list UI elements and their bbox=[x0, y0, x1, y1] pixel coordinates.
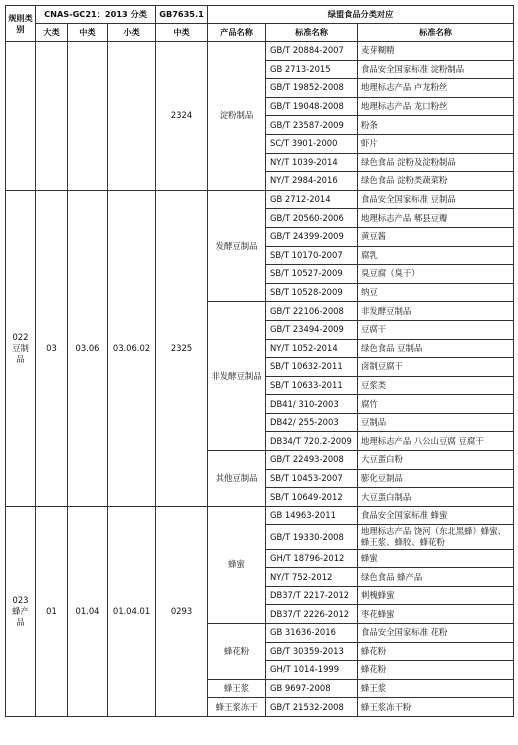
standard-name-cell: 蜂王浆 bbox=[358, 679, 514, 698]
table-row bbox=[6, 506, 514, 525]
header-rule-category: 规则类别 bbox=[6, 6, 36, 42]
standard-name-cell: 膨化豆制品 bbox=[358, 469, 514, 488]
standard-code-cell: GB/T 21532-2008 bbox=[266, 698, 358, 717]
standard-code-cell: GH/T 1014-1999 bbox=[266, 661, 358, 680]
standard-code-cell: NY/T 1039-2014 bbox=[266, 153, 358, 172]
small-class-cell: 01.04.01 bbox=[108, 506, 156, 716]
product-name-cell: 蜂蜜 bbox=[208, 506, 266, 623]
gb-code-cell: 0293 bbox=[156, 506, 208, 716]
standard-name-cell: 食品安全国家标准 淀粉制品 bbox=[358, 60, 514, 79]
standard-code-cell: NY/T 752-2012 bbox=[266, 568, 358, 587]
standard-name-cell: 非发酵豆制品 bbox=[358, 302, 514, 321]
standard-name-cell: 粉条 bbox=[358, 116, 514, 135]
small-class-cell bbox=[108, 42, 156, 191]
header-std-name: 标准名称 bbox=[358, 24, 514, 42]
standard-code-cell: GB 14963-2011 bbox=[266, 506, 358, 525]
gb-code-cell: 2325 bbox=[156, 190, 208, 506]
food-classification-table bbox=[5, 5, 514, 717]
header-gb: GB7635.1 bbox=[156, 6, 208, 24]
standard-name-cell: 卤制豆腐干 bbox=[358, 358, 514, 377]
standard-code-cell: DB37/T 2217-2012 bbox=[266, 586, 358, 605]
standard-name-cell: 地理标志产品 龙口粉丝 bbox=[358, 97, 514, 116]
standard-name-cell: 地理标志产品 卢龙粉丝 bbox=[358, 79, 514, 98]
standard-code-cell: GB/T 22106-2008 bbox=[266, 302, 358, 321]
standard-code-cell: GB/T 23587-2009 bbox=[266, 116, 358, 135]
standard-code-cell: GB/T 30359-2013 bbox=[266, 642, 358, 661]
header-gb-mid: 中类 bbox=[156, 24, 208, 42]
table-row bbox=[6, 190, 514, 209]
standard-code-cell: NY/T 2984-2016 bbox=[266, 172, 358, 191]
mid-class-cell: 01.04 bbox=[68, 506, 108, 716]
standard-name-cell: 豆浆类 bbox=[358, 376, 514, 395]
standard-code-cell: GB/T 23494-2009 bbox=[266, 320, 358, 339]
standard-code-cell: DB42/ 255-2003 bbox=[266, 413, 358, 432]
product-name-cell: 非发酵豆制品 bbox=[208, 302, 266, 451]
standard-name-cell: 枣花蜂蜜 bbox=[358, 605, 514, 624]
standard-name-cell: 绿色食品 淀粉类蔬菜粉 bbox=[358, 172, 514, 191]
product-name-cell: 其他豆制品 bbox=[208, 451, 266, 507]
standard-code-cell: SB/T 10528-2009 bbox=[266, 283, 358, 302]
table-row bbox=[6, 42, 514, 61]
standard-code-cell: SB/T 10170-2007 bbox=[266, 246, 358, 265]
standard-name-cell: 食品安全国家标准 花粉 bbox=[358, 623, 514, 642]
standard-code-cell: NY/T 1052-2014 bbox=[266, 339, 358, 358]
gb-code-cell: 2324 bbox=[156, 42, 208, 191]
product-name-cell: 淀粉制品 bbox=[208, 42, 266, 191]
standard-code-cell: GB/T 20884-2007 bbox=[266, 42, 358, 61]
standard-name-cell: 地理标志产品 饶河（东北黑蜂）蜂蜜、蜂王浆、蜂胶、蜂花粉 bbox=[358, 525, 514, 549]
mid-class-cell bbox=[68, 42, 108, 191]
mid-class-cell: 03.06 bbox=[68, 190, 108, 506]
standard-code-cell: SB/T 10632-2011 bbox=[266, 358, 358, 377]
standard-name-cell: 食品安全国家标准 豆制品 bbox=[358, 190, 514, 209]
header-standard: 标准名称 bbox=[266, 24, 358, 42]
standard-name-cell: 地理标志产品 郫县豆瓣 bbox=[358, 209, 514, 228]
standard-name-cell: 豆腐干 bbox=[358, 320, 514, 339]
standard-name-cell: 虾片 bbox=[358, 134, 514, 153]
standard-name-cell: 豆制品 bbox=[358, 413, 514, 432]
standard-code-cell: DB41/ 310-2003 bbox=[266, 395, 358, 414]
product-name-cell: 蜂王浆 bbox=[208, 679, 266, 698]
standard-name-cell: 绿色食品 豆制品 bbox=[358, 339, 514, 358]
standard-name-cell: 食品安全国家标准 蜂蜜 bbox=[358, 506, 514, 525]
header-green: 绿盟食品分类对应 bbox=[208, 6, 514, 24]
standard-name-cell: 臭豆腐（臭干） bbox=[358, 265, 514, 284]
product-name-cell: 蜂花粉 bbox=[208, 623, 266, 679]
standard-code-cell: GH/T 18796-2012 bbox=[266, 549, 358, 568]
standard-code-cell: SC/T 3901-2000 bbox=[266, 134, 358, 153]
standard-code-cell: DB34/T 720.2-2009 bbox=[266, 432, 358, 451]
standard-code-cell: GB/T 24399-2009 bbox=[266, 227, 358, 246]
standard-name-cell: 蜂王浆冻干粉 bbox=[358, 698, 514, 717]
big-class-cell bbox=[36, 42, 68, 191]
header-cnas: CNAS-GC21：2013 分类 bbox=[36, 6, 156, 24]
standard-name-cell: 刺槐蜂蜜 bbox=[358, 586, 514, 605]
standard-code-cell: GB 2713-2015 bbox=[266, 60, 358, 79]
category-cell: 022 豆制品 bbox=[6, 190, 36, 506]
standard-name-cell: 绿色食品 蜂产品 bbox=[358, 568, 514, 587]
standard-name-cell: 蜂花粉 bbox=[358, 661, 514, 680]
standard-code-cell: GB/T 19852-2008 bbox=[266, 79, 358, 98]
standard-code-cell: GB 31636-2016 bbox=[266, 623, 358, 642]
header-big: 大类 bbox=[36, 24, 68, 42]
standard-code-cell: GB 2712-2014 bbox=[266, 190, 358, 209]
header-mid: 中类 bbox=[68, 24, 108, 42]
standard-code-cell: SB/T 10527-2009 bbox=[266, 265, 358, 284]
header-product: 产品名称 bbox=[208, 24, 266, 42]
big-class-cell: 03 bbox=[36, 190, 68, 506]
standard-name-cell: 黄豆酱 bbox=[358, 227, 514, 246]
standard-code-cell: SB/T 10649-2012 bbox=[266, 488, 358, 507]
standard-name-cell: 腐竹 bbox=[358, 395, 514, 414]
standard-name-cell: 地理标志产品 八公山豆腐 豆腐干 bbox=[358, 432, 514, 451]
standard-name-cell: 绿色食品 淀粉及淀粉制品 bbox=[358, 153, 514, 172]
standard-code-cell: GB/T 19048-2008 bbox=[266, 97, 358, 116]
standard-code-cell: GB/T 22493-2008 bbox=[266, 451, 358, 470]
standard-name-cell: 大豆蛋白制品 bbox=[358, 488, 514, 507]
category-cell bbox=[6, 42, 36, 191]
standard-code-cell: SB/T 10633-2011 bbox=[266, 376, 358, 395]
standard-name-cell: 纳豆 bbox=[358, 283, 514, 302]
product-name-cell: 蜂王浆冻干 bbox=[208, 698, 266, 717]
standard-name-cell: 蜂花粉 bbox=[358, 642, 514, 661]
standard-name-cell: 蜂蜜 bbox=[358, 549, 514, 568]
standard-name-cell: 腐乳 bbox=[358, 246, 514, 265]
category-cell: 023 蜂产品 bbox=[6, 506, 36, 716]
standard-code-cell: GB/T 20560-2006 bbox=[266, 209, 358, 228]
big-class-cell: 01 bbox=[36, 506, 68, 716]
standard-code-cell: GB/T 19330-2008 bbox=[266, 525, 358, 549]
small-class-cell: 03.06.02 bbox=[108, 190, 156, 506]
standard-code-cell: GB 9697-2008 bbox=[266, 679, 358, 698]
product-name-cell: 发酵豆制品 bbox=[208, 190, 266, 302]
header-small: 小类 bbox=[108, 24, 156, 42]
standard-code-cell: DB37/T 2226-2012 bbox=[266, 605, 358, 624]
standard-name-cell: 大豆蛋白粉 bbox=[358, 451, 514, 470]
standard-name-cell: 麦芽糊精 bbox=[358, 42, 514, 61]
standard-code-cell: SB/T 10453-2007 bbox=[266, 469, 358, 488]
